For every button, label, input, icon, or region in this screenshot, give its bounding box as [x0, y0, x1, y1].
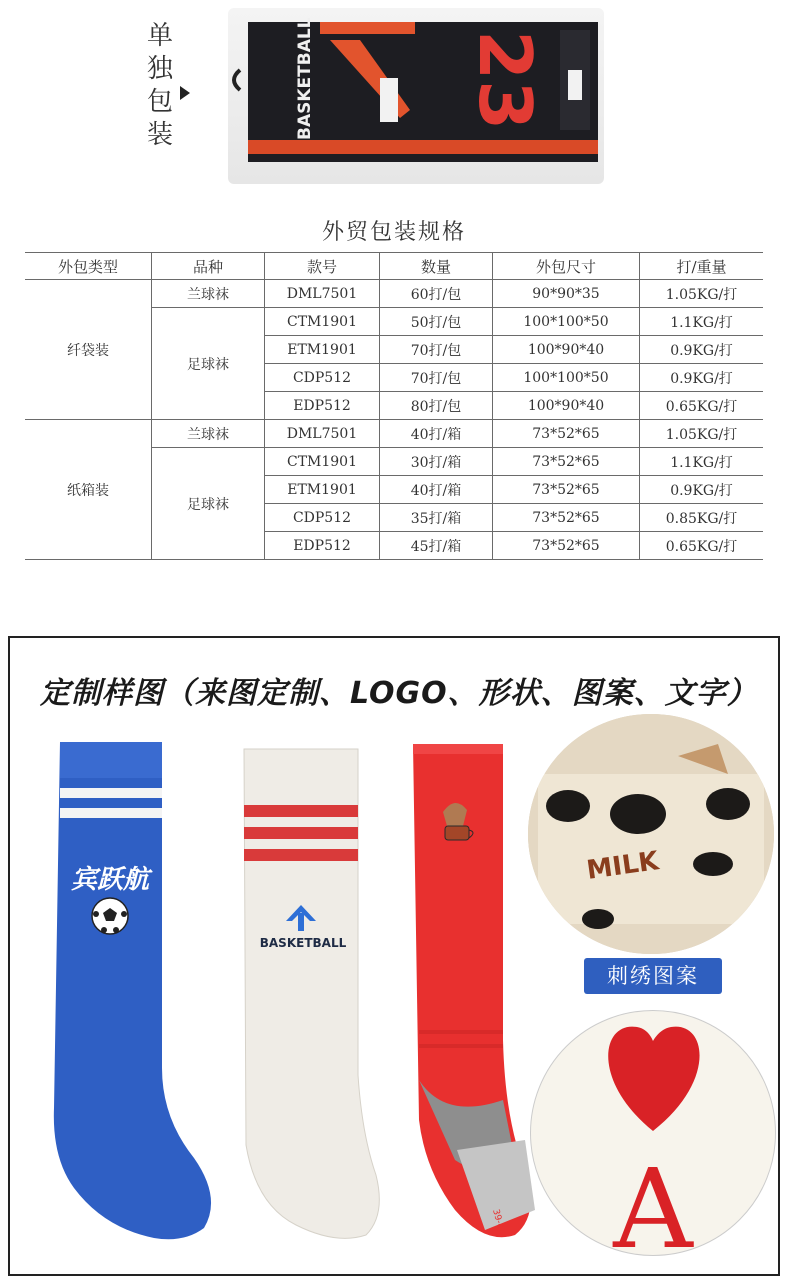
weight-cell: 0.85KG/打 — [640, 504, 764, 532]
size-cell: 73*52*65 — [493, 420, 640, 448]
sock-custom-text: 宾跃航 — [70, 865, 150, 895]
size-cell: 73*52*65 — [493, 504, 640, 532]
header-cell: 打/重量 — [640, 253, 764, 280]
variety-cell: 兰球袜 — [152, 420, 265, 448]
milk-embroidery-image — [528, 714, 774, 954]
table-title: 外贸包装规格 — [25, 208, 763, 253]
heart-logo-circle — [530, 1010, 776, 1256]
qty-cell: 45打/箱 — [380, 532, 493, 560]
model-cell: CTM1901 — [265, 308, 380, 336]
variety-cell: 足球袜 — [152, 308, 265, 420]
size-cell: 73*52*65 — [493, 476, 640, 504]
model-cell: CDP512 — [265, 364, 380, 392]
size-cell: 100*90*40 — [493, 336, 640, 364]
model-cell: EDP512 — [265, 532, 380, 560]
weight-cell: 1.1KG/打 — [640, 308, 764, 336]
qty-cell: 70打/包 — [380, 336, 493, 364]
pack-type-cell: 纸箱装 — [25, 420, 152, 560]
model-cell: DML7501 — [265, 280, 380, 308]
packaging-label-char: 装 — [146, 120, 173, 150]
embroidery-badge: 刺绣图案 — [584, 958, 722, 994]
pack-type-cell: 纤袋装 — [25, 280, 152, 420]
size-cell: 73*52*65 — [493, 532, 640, 560]
weight-cell: 0.9KG/打 — [640, 336, 764, 364]
weight-cell: 0.65KG/打 — [640, 392, 764, 420]
pointer-arrow-icon — [180, 86, 190, 100]
heart-a-logo-image — [531, 1011, 775, 1255]
size-cell: 100*100*50 — [493, 308, 640, 336]
qty-cell: 70打/包 — [380, 364, 493, 392]
header-cell: 款号 — [265, 253, 380, 280]
weight-cell: 0.65KG/打 — [640, 532, 764, 560]
qty-cell: 40打/箱 — [380, 476, 493, 504]
model-cell: ETM1901 — [265, 336, 380, 364]
embroidery-milk-circle — [528, 714, 774, 954]
size-cell: 73*52*65 — [493, 448, 640, 476]
header-cell: 数量 — [380, 253, 493, 280]
table-row — [25, 420, 763, 448]
packaging-spec-table — [25, 208, 763, 560]
packaged-sock-photo — [220, 0, 612, 192]
packaging-label-char: 独 — [146, 54, 173, 84]
packaging-label-char: 单 — [146, 21, 173, 51]
white-sock-image — [236, 745, 396, 1245]
size-cell: 100*100*50 — [493, 364, 640, 392]
header-cell: 外包类型 — [25, 253, 152, 280]
heart-letter: A — [613, 1145, 693, 1255]
qty-cell: 40打/箱 — [380, 420, 493, 448]
sock-logo-text: BASKETBALL — [259, 936, 347, 950]
size-cell: 100*90*40 — [493, 392, 640, 420]
header-cell: 外包尺寸 — [493, 253, 640, 280]
model-cell: CDP512 — [265, 504, 380, 532]
custom-title: 定制样图（来图定制、LOGO、形状、图案、文字） — [40, 676, 758, 711]
red-sock-image — [405, 740, 545, 1245]
weight-cell: 0.9KG/打 — [640, 364, 764, 392]
sock-size-text: 39-44 — [490, 1208, 507, 1237]
qty-cell: 50打/包 — [380, 308, 493, 336]
model-cell: DML7501 — [265, 420, 380, 448]
model-cell: ETM1901 — [265, 476, 380, 504]
weight-cell: 0.9KG/打 — [640, 476, 764, 504]
weight-cell: 1.05KG/打 — [640, 280, 764, 308]
table-header-row — [25, 253, 763, 280]
packaging-label-char: 包 — [146, 87, 173, 117]
model-cell: EDP512 — [265, 392, 380, 420]
qty-cell: 35打/箱 — [380, 504, 493, 532]
packaging-label — [140, 20, 180, 152]
qty-cell: 30打/箱 — [380, 448, 493, 476]
sock-brand-text: BASKETBALL — [295, 17, 315, 140]
variety-cell: 兰球袜 — [152, 280, 265, 308]
table-row — [25, 280, 763, 308]
variety-cell: 足球袜 — [152, 448, 265, 560]
soccer-ball-icon — [92, 898, 128, 934]
model-cell: CTM1901 — [265, 448, 380, 476]
qty-cell: 80打/包 — [380, 392, 493, 420]
header-cell: 品种 — [152, 253, 265, 280]
milk-text: MILK — [584, 846, 661, 886]
weight-cell: 1.05KG/打 — [640, 420, 764, 448]
sock-number: 23 — [463, 30, 547, 131]
qty-cell: 60打/包 — [380, 280, 493, 308]
weight-cell: 1.1KG/打 — [640, 448, 764, 476]
size-cell: 90*90*35 — [493, 280, 640, 308]
blue-sock-image — [44, 738, 224, 1243]
